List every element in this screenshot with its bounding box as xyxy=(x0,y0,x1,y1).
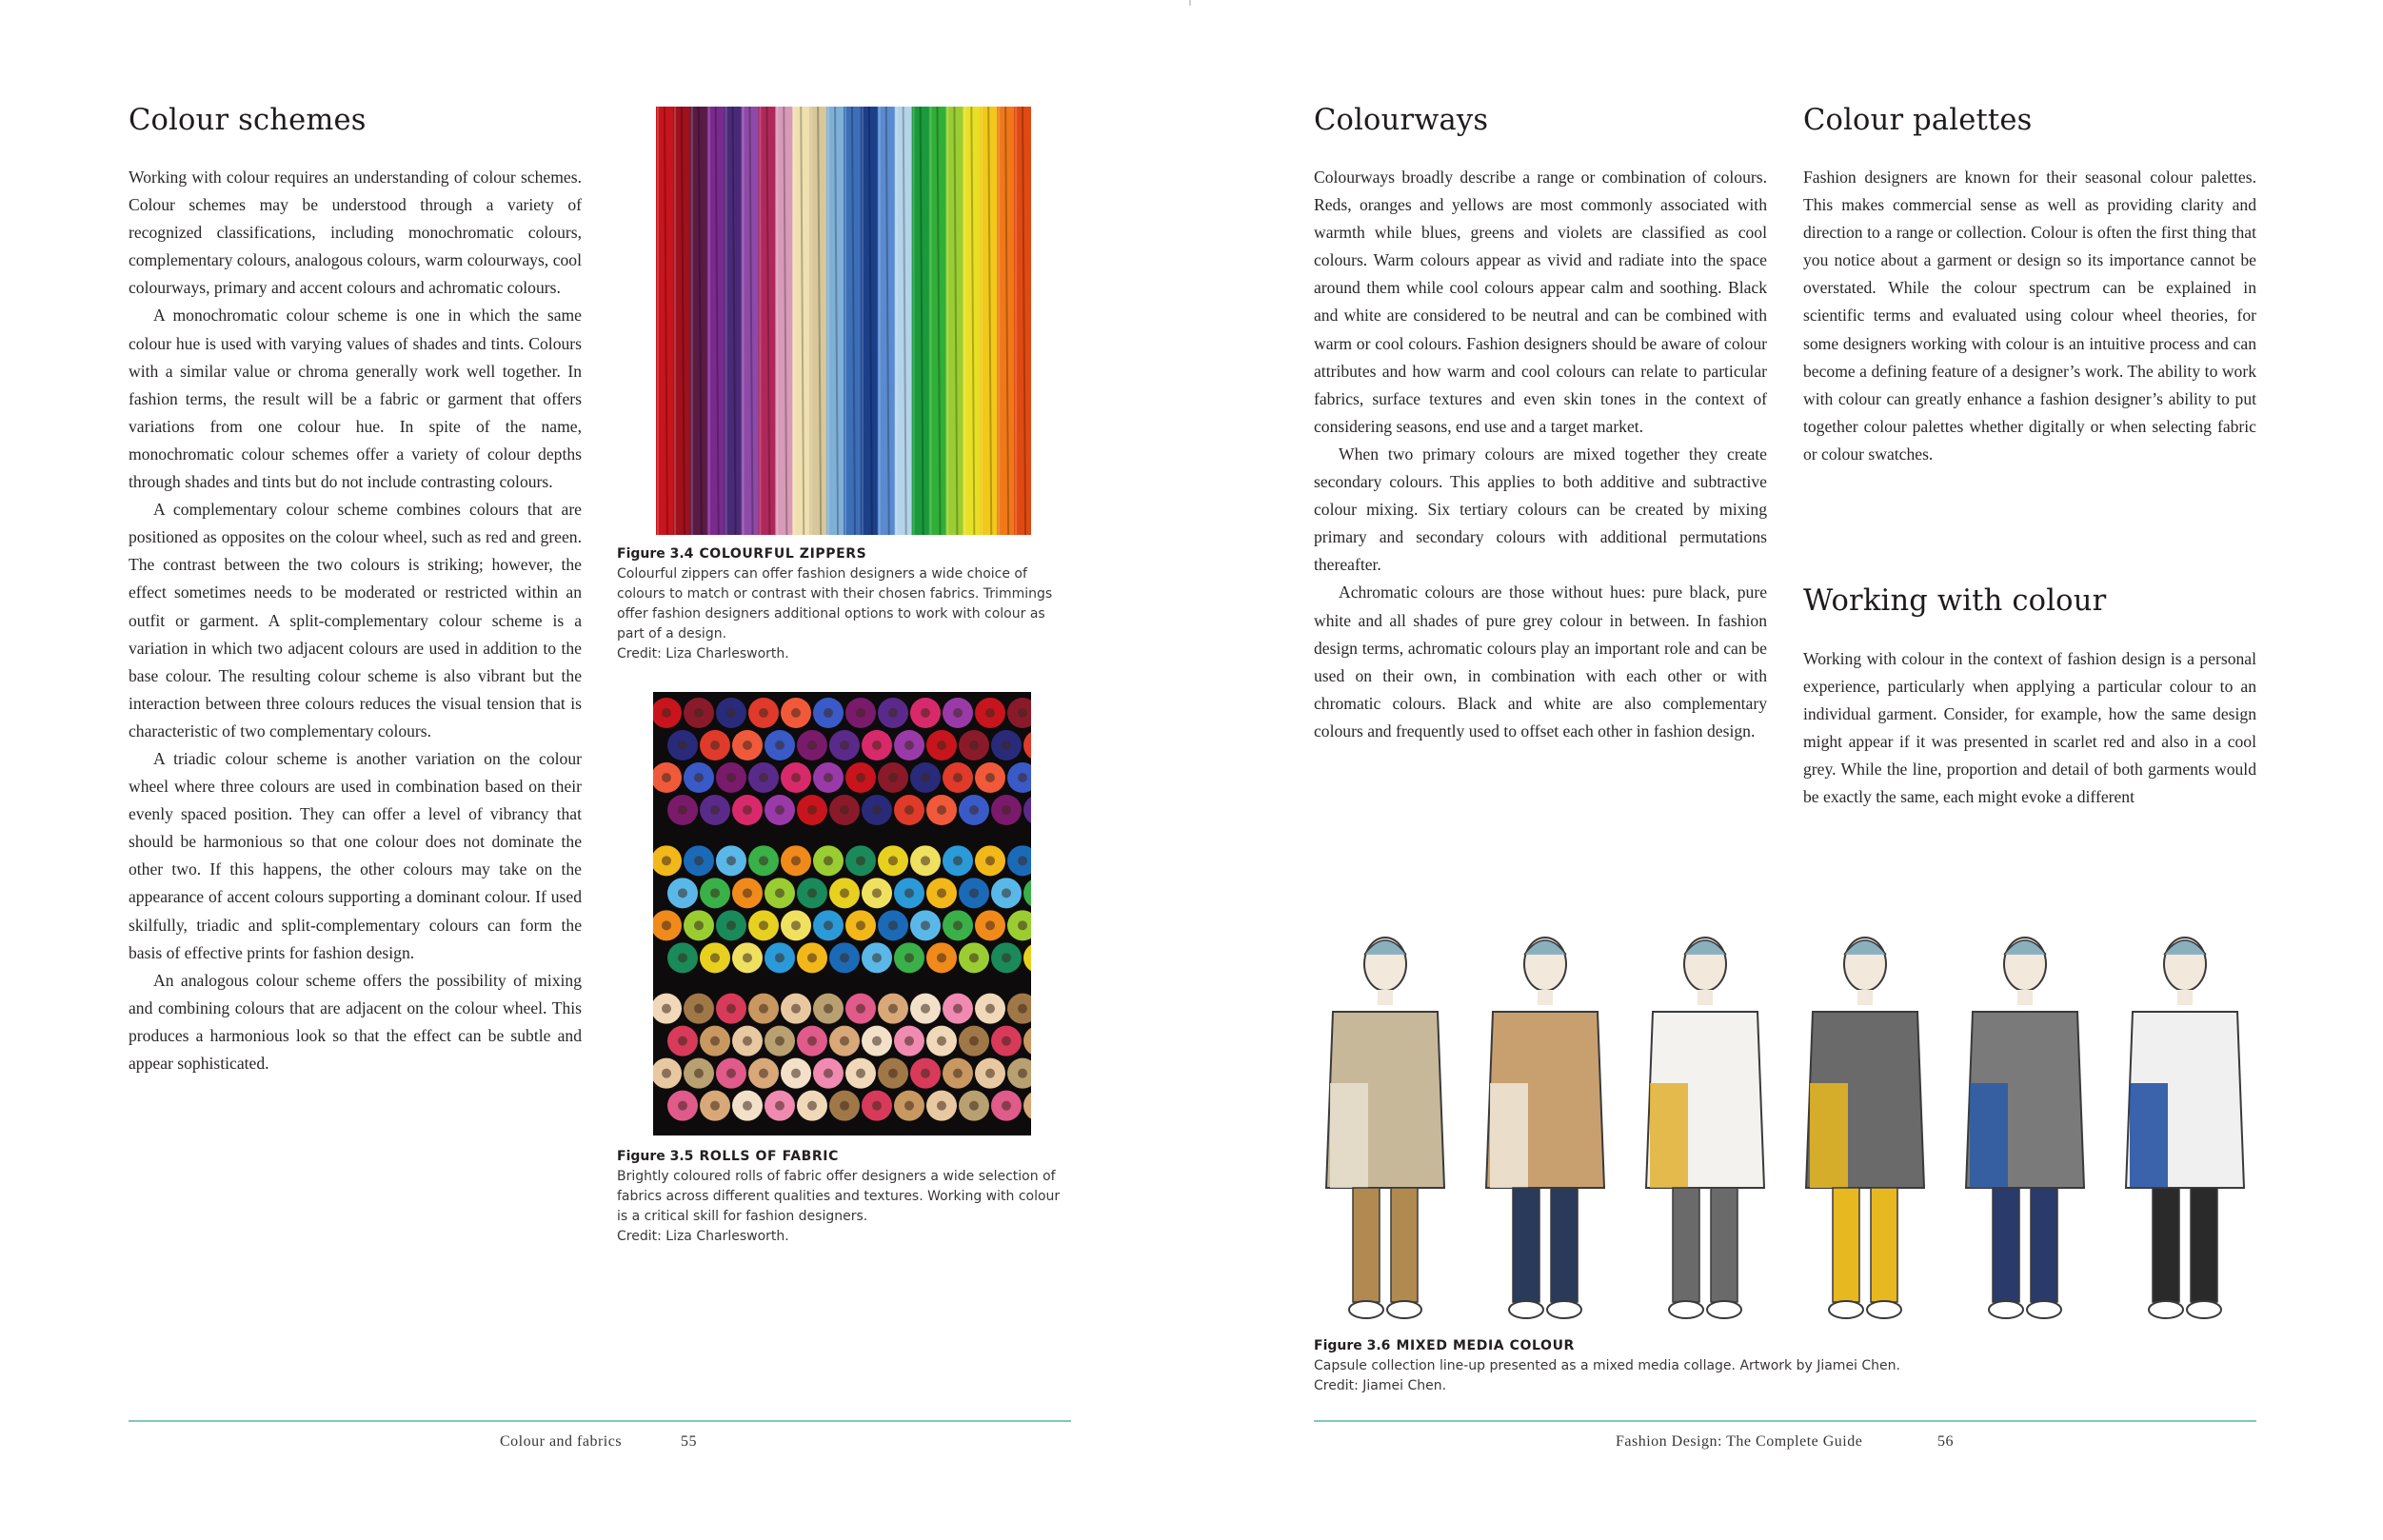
fabric-rolls-photo xyxy=(653,692,1031,1135)
fabric-roll-core xyxy=(662,708,671,718)
figure-garment-panel xyxy=(1650,1083,1688,1188)
figure-leg xyxy=(1993,1188,2019,1302)
fabric-roll xyxy=(1023,730,1031,760)
paragraph: Fashion designers are known for their seasonal colour palettes. This makes commercial sense as well as providing clarity and direction to a range or collection. Colour is often the first thing that you notice about a garment or design so its importance cannot be overstated. While the colour spectrum can be explained in scientific terms and evaluated using colour wheel theories, for some designers working with colour is an intuitive process and can become a defining feature of a designer’s work. The ability to work with colour can greatly enhance a fashion designer’s ability to put together colour palettes whether digitally or when selecting fabric or colour swatches. xyxy=(1803,168,2256,464)
figure-number: Figure 3.5 xyxy=(617,1149,694,1164)
figure-neck xyxy=(1538,990,1553,1005)
figure-leg xyxy=(1673,1188,1699,1302)
fabric-roll-core xyxy=(840,1037,849,1046)
fabric-roll-core xyxy=(937,1101,946,1111)
fabric-roll-core xyxy=(888,773,898,782)
fabric-roll-core xyxy=(953,773,963,782)
fabric-roll-core xyxy=(775,1101,784,1111)
paragraph: A complementary colour scheme combines colours that are positioned as opposites on the colour wheel, such as red and green. The contrast between the two colours is striking; however, the effect sometimes needs to be moderated or restricted within an outfit or garment. A split-complementary colour scheme is a variation in which two adjacent colours are used in addition to the base colour. The resulting colour scheme is also vibrant but the interaction between three colours reduces the visual tension that is characteristic of two complementary colours. xyxy=(129,500,582,740)
fabric-roll-core xyxy=(678,1101,687,1111)
fabric-roll-core xyxy=(678,953,687,962)
fabric-roll-core xyxy=(904,953,914,962)
fabric-roll-core xyxy=(904,1101,914,1111)
mixed-media-lineup-artwork xyxy=(1314,921,2256,1331)
fabric-roll-core xyxy=(937,953,946,962)
fabric-roll-core xyxy=(1018,773,1027,782)
fabric-roll-core xyxy=(726,1004,736,1014)
fashion-figure xyxy=(1646,938,1764,1318)
fabric-roll-core xyxy=(678,805,687,815)
fabric-roll-core xyxy=(1002,1037,1011,1046)
fabric-roll-core xyxy=(888,1004,898,1014)
fabric-roll-core xyxy=(921,920,930,930)
figure-credit: Credit: Liza Charlesworth. xyxy=(617,1229,789,1244)
fabric-roll-core xyxy=(710,1037,720,1046)
paragraph: Working with colour in the context of fashion design is a personal experience, particularly when applying a particular colour to an individual garment. Consider, for example, how the same design might appear if it was presented in scarlet red and also in a cool grey. While the line, proportion and detail of both garments would be exactly the same, each might evoke a different xyxy=(1803,649,2256,807)
fabric-roll-core xyxy=(872,1037,882,1046)
fabric-roll-core xyxy=(921,856,930,865)
fabric-roll-core xyxy=(807,953,817,962)
fashion-figures-illustration xyxy=(1314,921,2256,1331)
fabric-roll-core xyxy=(937,888,946,898)
figure-shoe xyxy=(2187,1301,2221,1318)
figure-garment-panel xyxy=(1330,1083,1368,1188)
paragraph: An analogous colour scheme offers the possibility of mixing and combining colours that are adjacent on the colour wheel. This produces a harmonious look so that the effect can be subtle and appear sophisticated. xyxy=(129,970,582,1073)
figure-credit: Credit: Liza Charlesworth. xyxy=(617,646,789,661)
figure-label: MIXED MEDIA COLOUR xyxy=(1396,1338,1575,1353)
fashion-figure xyxy=(1966,938,2084,1318)
footer-rule xyxy=(129,1420,1071,1422)
fabric-roll-core xyxy=(710,888,720,898)
fabric-roll-core xyxy=(1018,708,1027,718)
figure-3-5-caption xyxy=(617,1147,1064,1247)
fabric-roll-core xyxy=(1002,888,1011,898)
fabric-roll-core xyxy=(888,1069,898,1078)
fabric-roll-core xyxy=(969,805,979,815)
zippers-photo xyxy=(656,107,1031,535)
fabric-rolls-illustration xyxy=(653,692,1031,1135)
figure-title xyxy=(617,544,1064,564)
fabric-roll-core xyxy=(791,773,801,782)
fabric-roll-core xyxy=(953,1069,963,1078)
fabric-roll-core xyxy=(969,1101,979,1111)
figure-leg xyxy=(1391,1188,1418,1302)
fabric-roll-core xyxy=(824,856,833,865)
fabric-roll-core xyxy=(807,888,817,898)
fabric-roll-core xyxy=(791,856,801,865)
fashion-figure xyxy=(1486,938,1604,1318)
fabric-roll-core xyxy=(921,773,930,782)
fabric-roll-core xyxy=(791,708,801,718)
figure-shoe xyxy=(1867,1301,1901,1318)
fabric-roll-core xyxy=(824,920,833,930)
fabric-roll-core xyxy=(678,740,687,750)
figure-hair xyxy=(1364,940,1406,955)
fabric-roll-core xyxy=(937,805,946,815)
fabric-roll-core xyxy=(775,888,784,898)
fabric-roll-core xyxy=(985,1069,995,1078)
figure-shoe xyxy=(1387,1301,1421,1318)
figure-shoe xyxy=(1509,1301,1543,1318)
gutter-mark xyxy=(1189,0,1191,6)
colourways-body xyxy=(1314,164,1767,745)
figure-leg xyxy=(1513,1188,1539,1302)
fabric-roll-core xyxy=(985,773,995,782)
figure-hair xyxy=(2004,940,2046,955)
fabric-roll-core xyxy=(743,888,752,898)
fabric-roll-core xyxy=(662,773,671,782)
fabric-roll-core xyxy=(985,856,995,865)
figure-shoe xyxy=(1349,1301,1383,1318)
fabric-roll-core xyxy=(791,1069,801,1078)
figure-caption-text: Capsule collection line-up presented as a mixed media collage. Artwork by Jiamei Chen. xyxy=(1314,1358,1900,1373)
fabric-roll-core xyxy=(985,1004,995,1014)
fabric-roll-core xyxy=(694,708,704,718)
figure-shoe xyxy=(1989,1301,2023,1318)
fabric-roll-core xyxy=(1018,1004,1027,1014)
fabric-roll-core xyxy=(775,740,784,750)
footer-section-title: Colour and fabrics xyxy=(500,1433,623,1450)
figure-leg xyxy=(2031,1188,2057,1302)
figure-neck xyxy=(1698,990,1713,1005)
fabric-roll-core xyxy=(953,920,963,930)
figure-leg xyxy=(2191,1188,2217,1302)
fabric-roll-core xyxy=(743,740,752,750)
fabric-roll-core xyxy=(759,856,768,865)
fabric-roll-core xyxy=(791,1004,801,1014)
heading-colour-palettes: Colour palettes xyxy=(1803,104,2033,137)
fabric-roll-core xyxy=(662,1069,671,1078)
footer-rule xyxy=(1314,1420,2256,1422)
figure-3-6-caption xyxy=(1314,1336,2256,1396)
fabric-roll-core xyxy=(856,920,865,930)
fabric-roll-core xyxy=(694,1004,704,1014)
figure-leg xyxy=(1551,1188,1578,1302)
figure-garment-panel xyxy=(1810,1083,1848,1188)
figure-leg xyxy=(1833,1188,1859,1302)
fabric-roll-core xyxy=(856,708,865,718)
fashion-figure xyxy=(1326,938,1444,1318)
footer-book-title: Fashion Design: The Complete Guide xyxy=(1616,1433,1863,1450)
figure-neck xyxy=(1857,990,1873,1005)
fabric-roll-core xyxy=(840,953,849,962)
fabric-roll-core xyxy=(726,920,736,930)
fabric-roll-core xyxy=(759,708,768,718)
fabric-roll-core xyxy=(775,953,784,962)
fabric-roll-core xyxy=(872,953,882,962)
fabric-roll-core xyxy=(824,773,833,782)
fabric-roll xyxy=(1023,795,1031,825)
paragraph: A triadic colour scheme is another variation on the colour wheel where three colours are used in combination based on their evenly spaced position. They can offer a level of vibrancy that should be harmonious so that one colour does not dominate the other two. If this happens, the other colours may take on the appearance of accent colours supporting a dominant colour. If used skilfully, triadic and split-complementary colours can form the basis of effective prints for fashion design. xyxy=(129,748,582,962)
figure-leg xyxy=(1353,1188,1380,1302)
fabric-roll-core xyxy=(694,920,704,930)
fabric-roll-core xyxy=(953,708,963,718)
figure-3-4-caption xyxy=(617,544,1064,664)
fabric-roll-core xyxy=(856,1004,865,1014)
fabric-roll-core xyxy=(985,708,995,718)
figure-hair xyxy=(1524,940,1566,955)
figure-credit: Credit: Jiamei Chen. xyxy=(1314,1378,1447,1393)
figure-title xyxy=(617,1147,1064,1167)
fabric-roll-core xyxy=(904,888,914,898)
figure-label: ROLLS OF FABRIC xyxy=(699,1149,839,1164)
figure-shoe xyxy=(2027,1301,2061,1318)
paragraph: Working with colour requires an understanding of colour schemes. Colour schemes may be understood through a variety of recognized classifications, including monochromatic colours, complementary colours, analogous colours, warm colourways, cool colourways, primary and accent colours and achromatic colours. xyxy=(129,168,582,298)
fabric-roll-core xyxy=(985,920,995,930)
paragraph: When two primary colours are mixed together they create secondary colours. This applies to both additive and subtractive colour mixing. Six tertiary colours can be created by mixing primary and secondary colours with additional permutations thereafter. xyxy=(1314,444,1767,575)
figure-title xyxy=(1314,1336,2256,1356)
fabric-roll-core xyxy=(807,1037,817,1046)
fabric-roll-core xyxy=(921,1004,930,1014)
fabric-roll-core xyxy=(872,805,882,815)
fabric-roll-core xyxy=(969,1037,979,1046)
fabric-roll-core xyxy=(710,740,720,750)
fabric-roll-core xyxy=(743,1037,752,1046)
fabric-roll-core xyxy=(759,773,768,782)
fabric-roll-core xyxy=(759,920,768,930)
fabric-roll-core xyxy=(710,953,720,962)
figure-garment-panel xyxy=(1970,1083,2008,1188)
figure-leg xyxy=(1711,1188,1738,1302)
fabric-roll-core xyxy=(969,888,979,898)
fabric-roll-core xyxy=(743,805,752,815)
fabric-roll xyxy=(1023,878,1031,908)
colour-palettes-body xyxy=(1803,164,2256,468)
figure-shoe xyxy=(2149,1301,2183,1318)
figure-number: Figure 3.6 xyxy=(1314,1338,1391,1353)
fabric-roll-core xyxy=(872,1101,882,1111)
fabric-roll-core xyxy=(1018,1069,1027,1078)
fashion-figure xyxy=(1806,938,1924,1318)
fabric-roll-core xyxy=(710,1101,720,1111)
figure-leg xyxy=(1871,1188,1897,1302)
fabric-roll-core xyxy=(726,856,736,865)
fabric-roll-core xyxy=(1002,1101,1011,1111)
fabric-roll-core xyxy=(1018,920,1027,930)
figure-hair xyxy=(1844,940,1886,955)
fabric-roll xyxy=(1023,1091,1031,1121)
paragraph: Colourways broadly describe a range or combination of colours. Reds, oranges and yellows are most commonly associated with warmth while blues, greens and violets are classified as cool colours. Warm colours appear as vivid and radiate into the space around them while cool colours appear calm and soothing. Black and white are considered to be neutral and can be combined with warm or cool colours. Fashion designers should be aware of colour attributes and how warm and cool colours can relate to particular fabrics, surface textures and even skin tones in the context of considering seasons, end use and a target market. xyxy=(1314,168,1767,436)
fabric-roll-core xyxy=(759,1069,768,1078)
fabric-roll-core xyxy=(840,740,849,750)
fabric-roll-core xyxy=(759,1004,768,1014)
fabric-roll-core xyxy=(824,708,833,718)
figure-garment-panel xyxy=(2130,1083,2168,1188)
figure-caption-text: Colourful zippers can offer fashion designers a wide choice of colours to match or contrast with their chosen fabrics. Trimmings offer fashion designers additional options to work with colour as part of a design. xyxy=(617,566,1053,642)
fabric-roll-core xyxy=(743,953,752,962)
figure-shoe xyxy=(1669,1301,1703,1318)
fabric-roll-core xyxy=(1018,856,1027,865)
fabric-roll-core xyxy=(824,1069,833,1078)
fabric-roll-core xyxy=(775,805,784,815)
figure-shoe xyxy=(1707,1301,1741,1318)
fabric-roll-core xyxy=(969,953,979,962)
right-page xyxy=(1192,0,2383,1540)
fabric-roll-core xyxy=(872,888,882,898)
colour-schemes-body xyxy=(129,164,582,1077)
fabric-roll-core xyxy=(937,1037,946,1046)
fabric-roll xyxy=(1023,1026,1031,1056)
fabric-roll-core xyxy=(856,1069,865,1078)
figure-neck xyxy=(2017,990,2033,1005)
fabric-roll-core xyxy=(969,740,979,750)
fabric-roll-core xyxy=(662,856,671,865)
figure-garment-panel xyxy=(1490,1083,1528,1188)
fabric-roll-core xyxy=(743,1101,752,1111)
fabric-roll-core xyxy=(953,856,963,865)
working-with-colour-body xyxy=(1803,645,2256,812)
fabric-roll-core xyxy=(726,1069,736,1078)
figure-caption-text: Brightly coloured rolls of fabric offer designers a wide selection of fabrics across different qualities and textures. Working with colour is a critical skill for fashion designers. xyxy=(617,1169,1061,1224)
fabric-roll-core xyxy=(840,1101,849,1111)
fabric-roll-core xyxy=(888,856,898,865)
fabric-roll-core xyxy=(888,708,898,718)
figure-number: Figure 3.4 xyxy=(617,546,694,562)
fabric-roll-core xyxy=(710,805,720,815)
fabric-roll-core xyxy=(937,740,946,750)
fabric-roll-core xyxy=(678,1037,687,1046)
page-number: 56 xyxy=(1937,1433,1954,1450)
fabric-roll-core xyxy=(904,805,914,815)
fabric-roll-core xyxy=(807,1101,817,1111)
fashion-figure xyxy=(2126,938,2244,1318)
fabric-roll-core xyxy=(840,888,849,898)
figure-shoe xyxy=(1829,1301,1863,1318)
fabric-roll-core xyxy=(807,740,817,750)
fabric-roll-core xyxy=(807,805,817,815)
paragraph: Achromatic colours are those without hues: pure black, pure white and all shades of pure grey colour in between. In fashion design terms, achromatic colours play an important role and can be used on their own, in combination with each other or with chromatic colours. Black and white are also complementary colours and frequently used to offset each other in fashion design. xyxy=(1314,582,1767,740)
fabric-roll-core xyxy=(726,708,736,718)
fabric-roll-core xyxy=(904,740,914,750)
fabric-roll-core xyxy=(921,708,930,718)
fabric-roll-core xyxy=(888,920,898,930)
fabric-roll-core xyxy=(953,1004,963,1014)
figure-leg xyxy=(2153,1188,2179,1302)
fabric-roll-core xyxy=(678,888,687,898)
fabric-roll-core xyxy=(694,773,704,782)
paragraph: A monochromatic colour scheme is one in which the same colour hue is used with varying values of shades and tints. Colours with a similar value or chroma generally work well together. In fashion terms, the result will be a fabric or garment that offers variations from one colour hue. In spite of the name, monochromatic colour schemes offer a variety of colour depths through shades and tints but do not include contrasting colours. xyxy=(129,306,582,492)
fabric-roll-core xyxy=(872,740,882,750)
fabric-roll-core xyxy=(791,920,801,930)
fabric-roll-core xyxy=(1002,953,1011,962)
fabric-roll-core xyxy=(694,1069,704,1078)
fabric-roll-core xyxy=(726,773,736,782)
fabric-roll-core xyxy=(662,1004,671,1014)
fabric-roll-core xyxy=(856,773,865,782)
fabric-roll-core xyxy=(694,856,704,865)
page-number: 55 xyxy=(681,1433,697,1450)
fabric-roll-core xyxy=(662,920,671,930)
fabric-roll-core xyxy=(904,1037,914,1046)
fabric-roll-core xyxy=(840,805,849,815)
figure-label: COLOURFUL ZIPPERS xyxy=(699,546,867,562)
figure-neck xyxy=(1378,990,1393,1005)
fabric-roll-core xyxy=(1002,740,1011,750)
zippers-illustration xyxy=(656,107,1031,535)
fabric-roll xyxy=(1023,942,1031,973)
fabric-roll-core xyxy=(856,856,865,865)
fabric-roll-core xyxy=(921,1069,930,1078)
figure-shoe xyxy=(1547,1301,1581,1318)
fabric-roll-core xyxy=(1002,805,1011,815)
figure-neck xyxy=(2177,990,2193,1005)
left-page xyxy=(0,0,1191,1540)
figure-hair xyxy=(1684,940,1726,955)
heading-colour-schemes: Colour schemes xyxy=(129,104,367,137)
fabric-roll-core xyxy=(824,1004,833,1014)
fabric-roll-core xyxy=(775,1037,784,1046)
heading-colourways: Colourways xyxy=(1314,104,1489,137)
heading-working-with-colour: Working with colour xyxy=(1803,584,2107,618)
figure-hair xyxy=(2164,940,2206,955)
